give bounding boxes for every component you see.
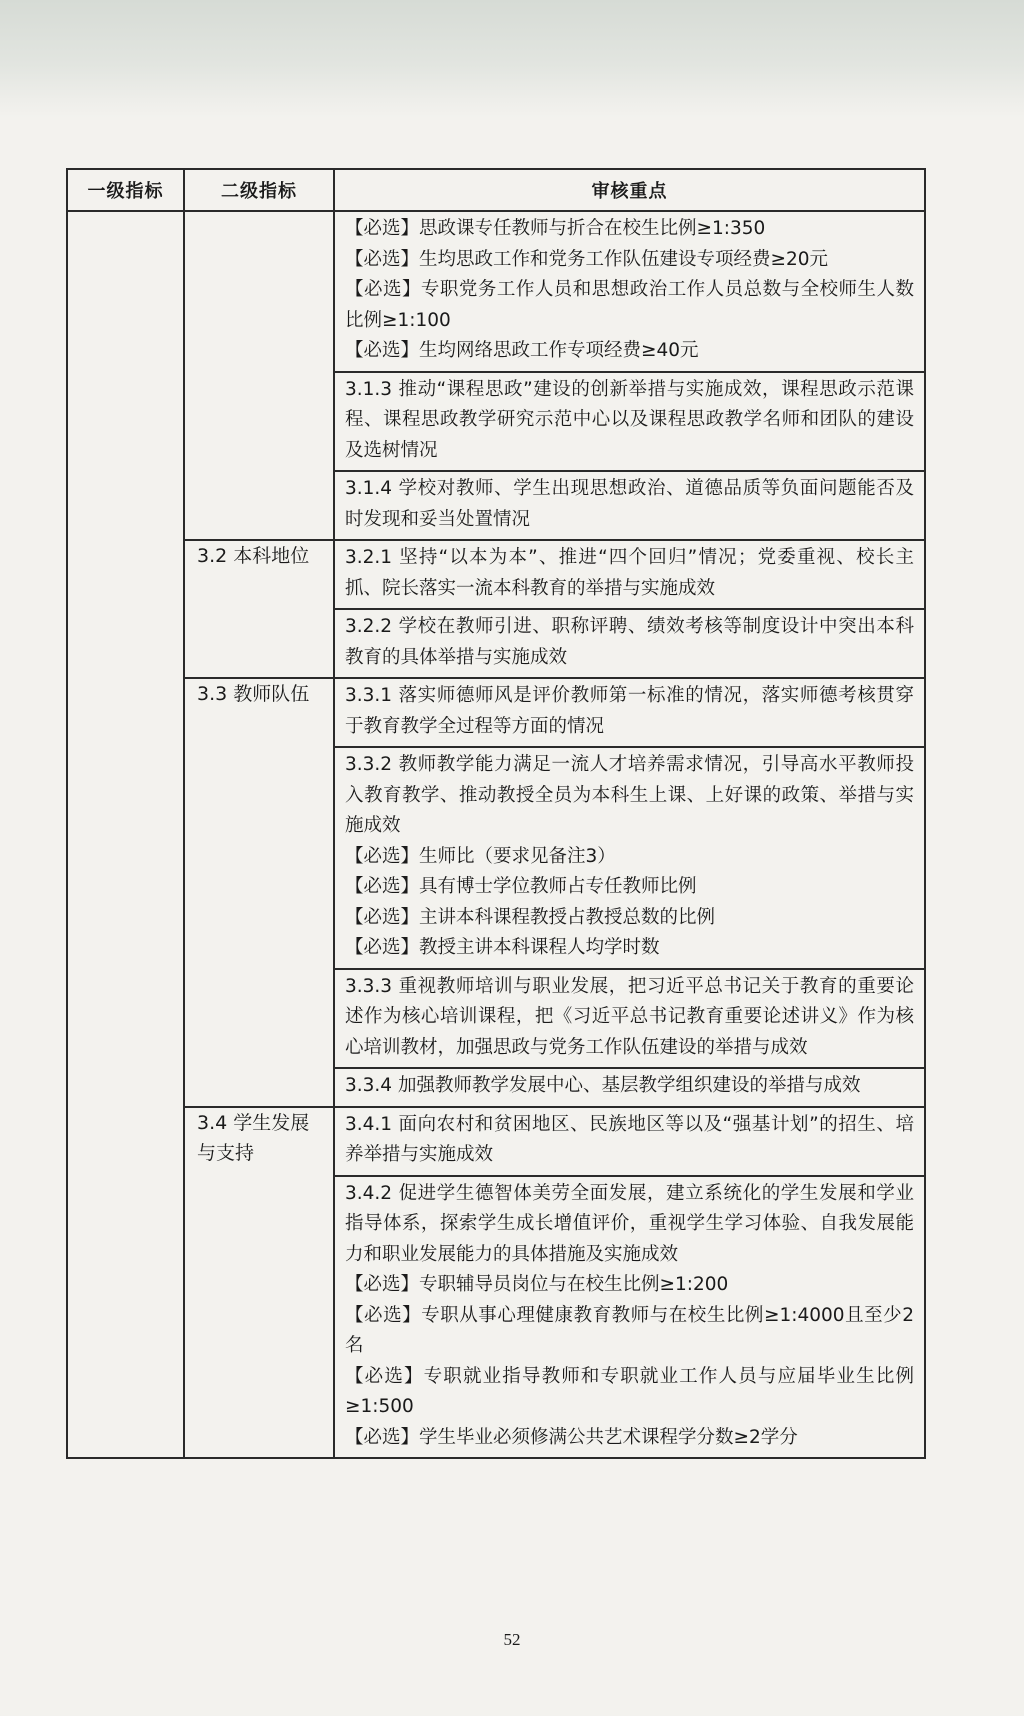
table-row	[67, 678, 925, 747]
table-row	[67, 540, 925, 609]
review-item	[334, 1107, 925, 1176]
item-line: 3.3.2 教师教学能力满足一流人才培养需求情况，引导高水平教师投入教育教学、推动教授全员为本科生上课、上好课的政策、举措与实施成效	[345, 754, 914, 836]
page-number: 52	[503, 1630, 521, 1649]
item-line: 【必选】具有博士学位教师占专任教师比例	[345, 876, 697, 897]
level2-cell: 3.3 教师队伍	[184, 678, 334, 1107]
level2-cell	[184, 211, 334, 540]
item-line: 3.4.1 面向农村和贫困地区、民族地区等以及“强基计划”的招生、培养举措与实施成效	[345, 1113, 914, 1165]
item-line: 3.2.1 坚持“以本为本”、推进“四个回归”情况；党委重视、校长主抓、院长落实一流本科教育的举措与实施成效	[345, 547, 914, 599]
item-line: 3.3.4 加强教师教学发展中心、基层教学组织建设的举措与成效	[345, 1075, 861, 1096]
item-line: 3.1.3 推动“课程思政”建设的创新举措与实施成效，课程思政示范课程、课程思政教学研究示范中心以及课程思政教学名师和团队的建设及选树情况	[345, 378, 914, 461]
item-line: 【必选】专职从事心理健康教育教师与在校生比例≥1:4000且至少2名	[345, 1304, 914, 1356]
item-line: 3.2.2 学校在教师引进、职称评聘、绩效考核等制度设计中突出本科教育的具体举措与实施成效	[345, 616, 914, 668]
page-top-shadow	[0, 0, 1024, 118]
review-item	[334, 540, 925, 609]
review-item	[334, 372, 925, 472]
level2-cell: 3.4 学生发展与支持	[184, 1107, 334, 1459]
item-line: 【必选】专职辅导员岗位与在校生比例≥1:200	[345, 1274, 729, 1295]
review-item	[334, 969, 925, 1069]
item-line: 3.3.1 落实师德师风是评价教师第一标准的情况，落实师德考核贯穿于教育教学全过程等方面的情况	[345, 685, 914, 737]
item-line: 【必选】教授主讲本科课程人均学时数	[345, 937, 660, 958]
review-item	[334, 211, 925, 372]
table-row	[67, 1107, 925, 1176]
table-row	[67, 211, 925, 372]
review-item	[334, 471, 925, 540]
header-level1: 一级指标	[67, 169, 184, 211]
level2-cell: 3.2 本科地位	[184, 540, 334, 678]
header-level2: 二级指标	[184, 169, 334, 211]
item-line: 【必选】学生毕业必须修满公共艺术课程学分数≥2学分	[345, 1426, 798, 1448]
item-line: 【必选】思政课专任教师与折合在校生比例≥1:350	[345, 218, 766, 239]
review-item	[334, 609, 925, 678]
item-line: 【必选】专职党务工作人员和思想政治工作人员总数与全校师生人数比例≥1:100	[345, 279, 914, 331]
review-item	[334, 678, 925, 747]
review-item	[334, 747, 925, 969]
review-item	[334, 1068, 925, 1107]
item-line: 3.4.2 促进学生德智体美劳全面发展，建立系统化的学生发展和学业指导体系，探索学生成长增值评价，重视学生学习体验、自我发展能力和职业发展能力的具体措施及实施成效	[345, 1182, 914, 1265]
header-review-focus: 审核重点	[334, 169, 925, 211]
item-line: 【必选】专职就业指导教师和专职就业工作人员与应届毕业生比例≥1:500	[345, 1365, 914, 1417]
review-criteria-table	[66, 168, 926, 1459]
review-item	[334, 1176, 925, 1459]
table-header-row	[67, 169, 925, 211]
item-line: 【必选】生均网络思政工作专项经费≥40元	[345, 340, 699, 361]
item-line: 【必选】生均思政工作和党务工作队伍建设专项经费≥20元	[345, 248, 829, 270]
item-line: 3.3.3 重视教师培训与职业发展，把习近平总书记关于教育的重要论述作为核心培训课程，把《习近平总书记教育重要论述讲义》作为核心培训教材，加强思政与党务工作队伍建设的举措与成效	[345, 975, 914, 1058]
item-line: 【必选】生师比（要求见备注3）	[345, 845, 616, 867]
item-line: 3.1.4 学校对教师、学生出现思想政治、道德品质等负面问题能否及时发现和妥当处置情况	[345, 478, 914, 530]
level1-cell	[67, 211, 184, 1458]
item-line: 【必选】主讲本科课程教授占教授总数的比例	[345, 906, 716, 928]
